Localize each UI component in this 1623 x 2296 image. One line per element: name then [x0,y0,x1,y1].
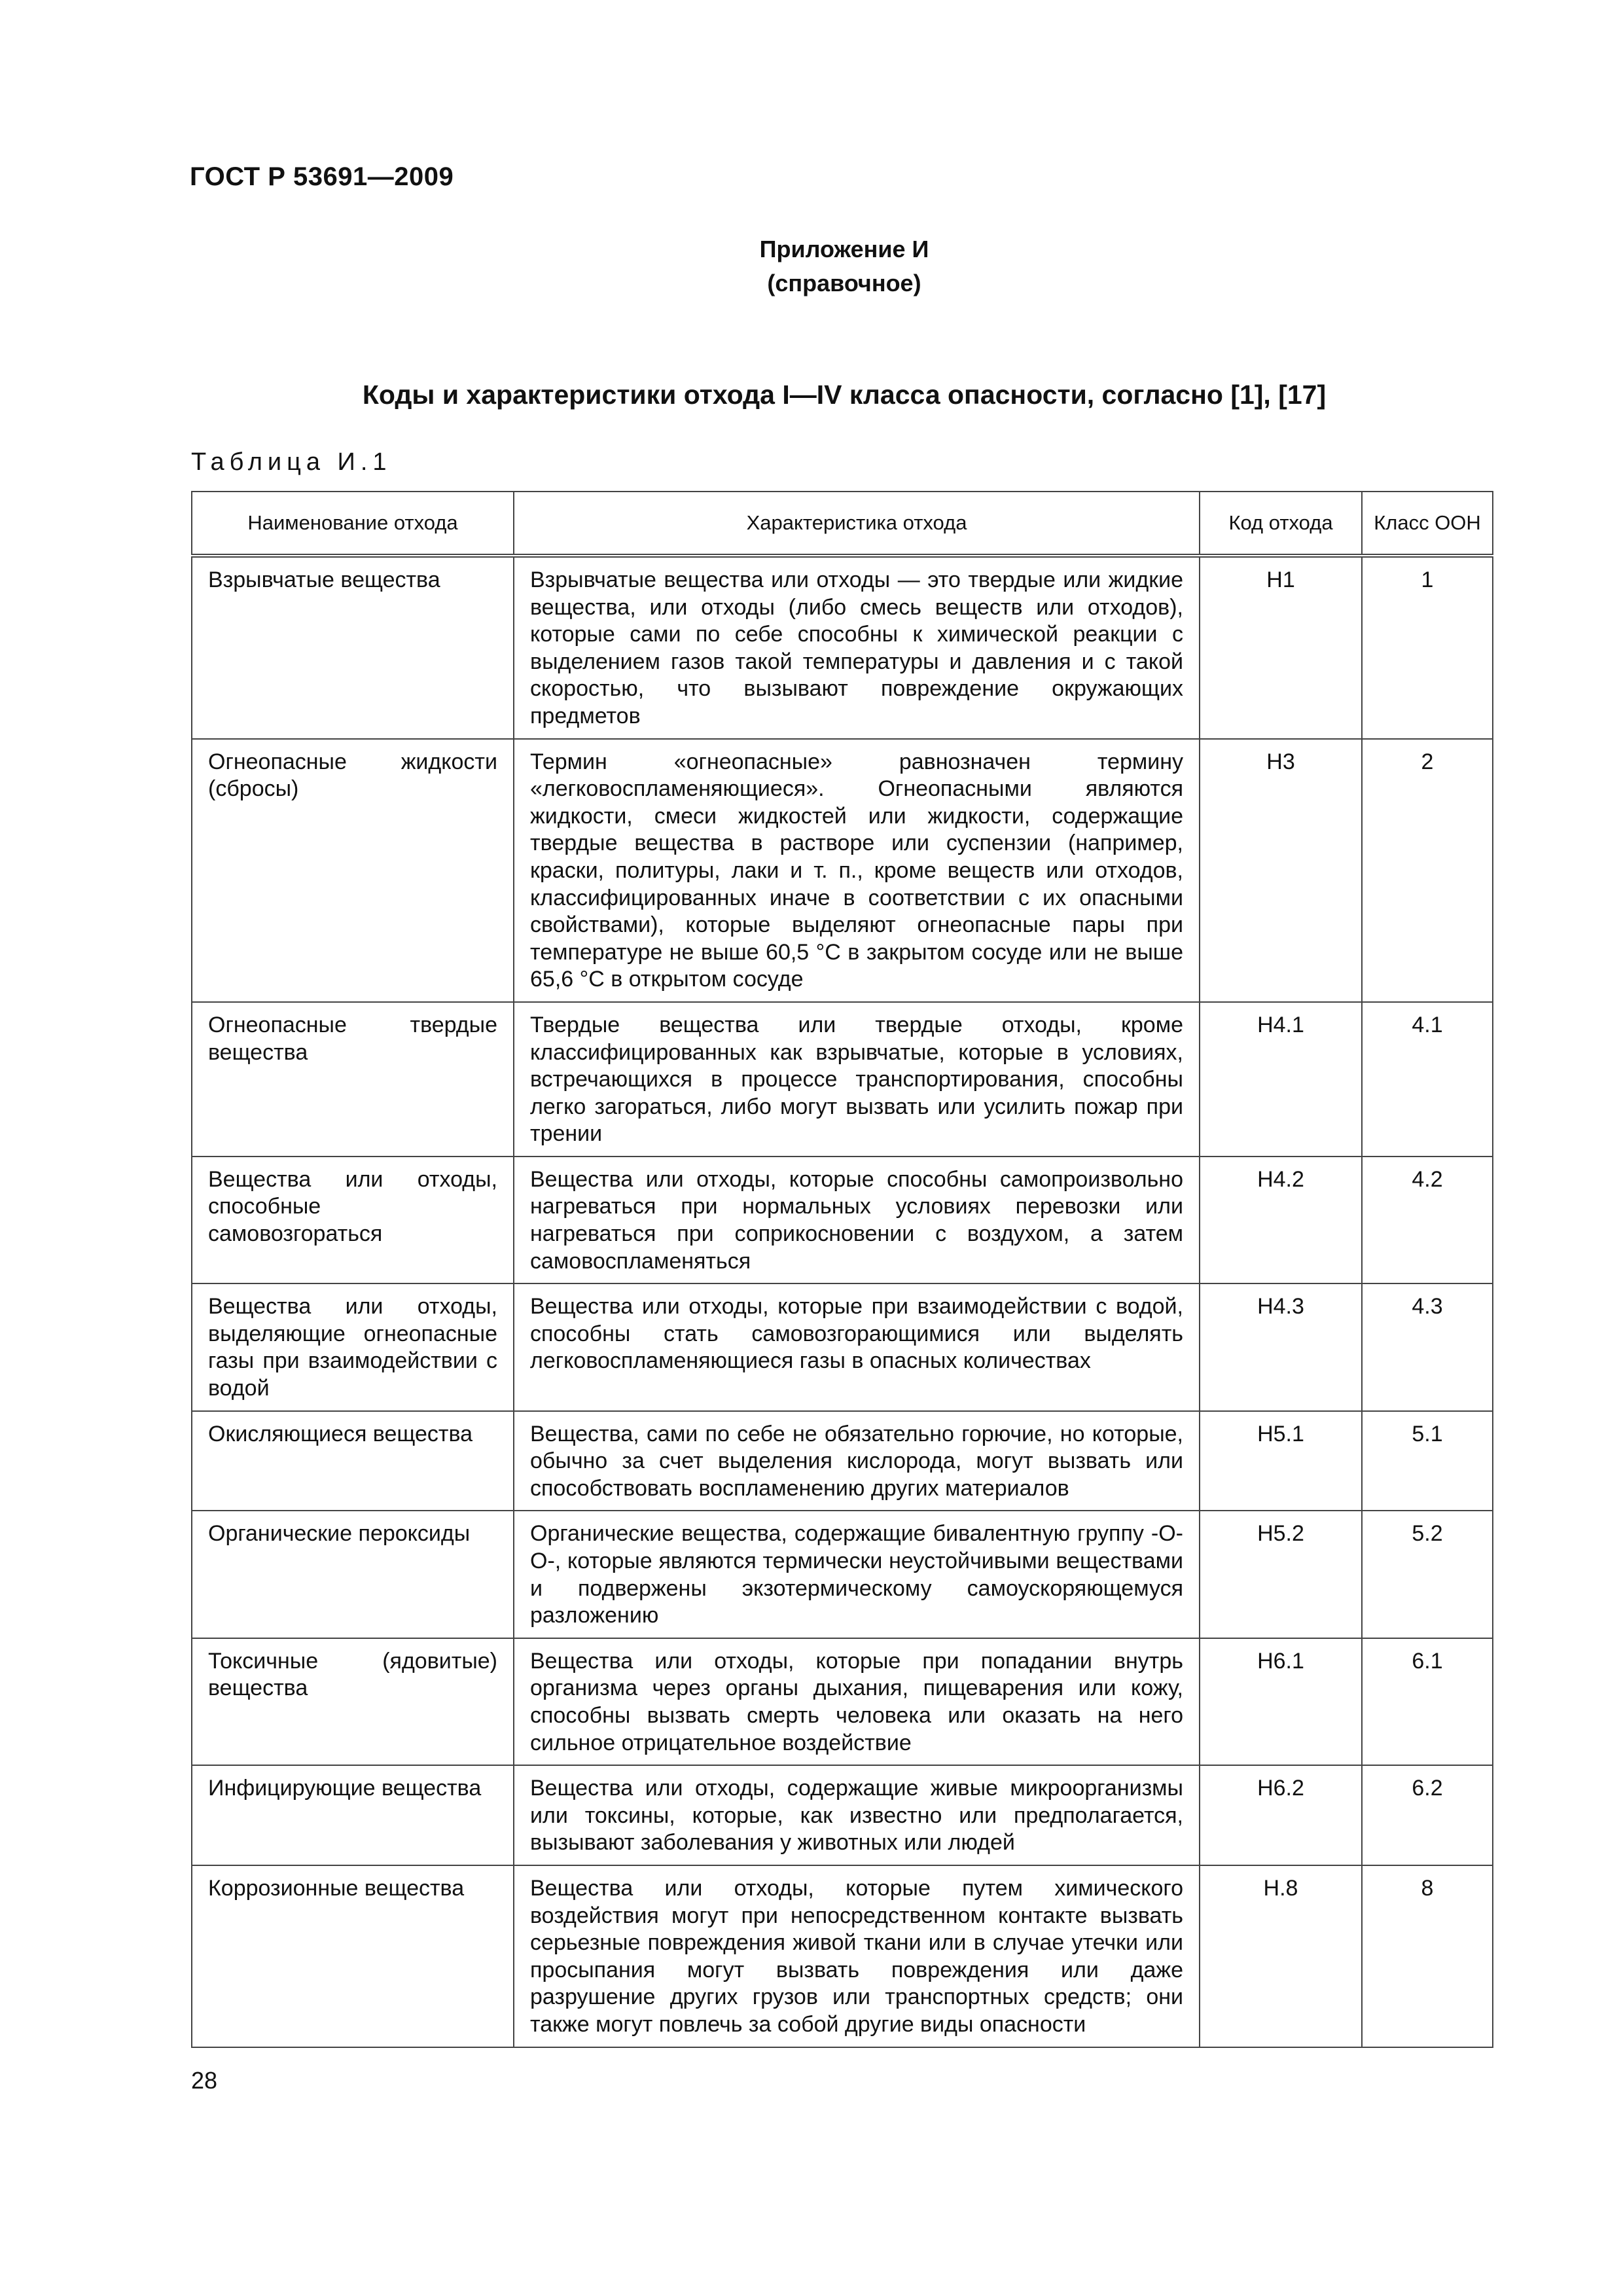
un-class: 4.3 [1362,1283,1493,1410]
page-number: 28 [191,2067,218,2094]
table-row [192,1765,1493,1865]
waste-name: Окисляющиеся вещества [192,1411,514,1511]
waste-code: H6.2 [1200,1765,1362,1865]
waste-description: Термин «огнеопасные» равнозначен термину «легковоспламеняющиеся». Огнеопасными являются жидкости, смеси жидкостей или жидкости, содержащие твердые вещества в растворе или суспензии (например, краски, политуры, лаки и т. п., кроме веществ или отходов, классифицированных иначе в соответствии с их опасными свойствами), которые выделяют огнеопасные пары при температуре не выше 60,5 °С в закрытом сосуде или не выше 65,6 °С в открытом сосуде [514,739,1200,1002]
un-class: 1 [1362,556,1493,739]
column-header-name: Наименование отхода [192,492,514,556]
waste-codes-table [191,491,1493,2048]
appendix-heading [0,232,1623,300]
waste-name: Токсичные (ядовитые) вещества [192,1638,514,1765]
waste-name: Коррозионные вещества [192,1865,514,2047]
waste-code: H4.3 [1200,1283,1362,1410]
waste-name: Вещества или отходы, способные самовозгораться [192,1157,514,1283]
waste-description: Твердые вещества или твердые отходы, кроме классифицированных как взрывчатые, которые в условиях, встречающихся в процессе транспортирования, способны легко загораться, либо могут вызвать или усилить пожар при трении [514,1002,1200,1157]
column-header-un-class: Класс ООН [1362,492,1493,556]
waste-description: Вещества или отходы, которые путем химического воздействия могут при непосредственном контакте вызвать серьезные повреждения живой ткани или в случае утечки или просыпания могут вызвать повреждения или даже разрушение других грузов или транспортных средств; они также могут повлечь за собой другие виды опасности [514,1865,1200,2047]
table-row [192,1283,1493,1410]
appendix-status: (справочное) [767,270,921,296]
waste-name: Взрывчатые вещества [192,556,514,739]
waste-code: H5.2 [1200,1511,1362,1638]
standard-header: ГОСТ Р 53691—2009 [190,162,454,191]
waste-description: Органические вещества, содержащие бивалентную группу -О-О-, которые являются термически неустойчивыми веществами и подвержены экзотермическому самоускоряющемуся разложению [514,1511,1200,1638]
un-class: 2 [1362,739,1493,1002]
waste-code: H4.1 [1200,1002,1362,1157]
waste-name: Вещества или отходы, выделяющие огнеопасные газы при взаимодействии с водой [192,1283,514,1410]
table-header-row [192,492,1493,556]
table-row [192,1411,1493,1511]
document-title: Коды и характеристики отхода I—IV класса опасности, согласно [1], [17] [362,380,1327,410]
table-row [192,1638,1493,1765]
table-row [192,1157,1493,1283]
un-class: 6.1 [1362,1638,1493,1765]
waste-code: H5.1 [1200,1411,1362,1511]
waste-code: H.8 [1200,1865,1362,2047]
appendix-title: Приложение И [759,236,929,262]
waste-code: H1 [1200,556,1362,739]
waste-code: H6.1 [1200,1638,1362,1765]
waste-description: Вещества или отходы, которые способны самопроизвольно нагреваться при нормальных условиях перевозки или нагреваться при соприкосновении с воздухом, а затем самовоспламеняться [514,1157,1200,1283]
un-class: 6.2 [1362,1765,1493,1865]
waste-description: Вещества или отходы, которые при взаимодействии с водой, способны стать самовозгорающимися или выделять легковоспламеняющиеся газы в опасных количествах [514,1283,1200,1410]
waste-name: Огнеопасные жидкости (сбросы) [192,739,514,1002]
un-class: 5.1 [1362,1411,1493,1511]
table-row [192,556,1493,739]
waste-name: Органические пероксиды [192,1511,514,1638]
un-class: 5.2 [1362,1511,1493,1638]
waste-description: Вещества, сами по себе не обязательно горючие, но которые, обычно за счет выделения кислорода, могут вызвать или способствовать воспламенению других материалов [514,1411,1200,1511]
waste-code: H4.2 [1200,1157,1362,1283]
waste-name: Инфицирующие вещества [192,1765,514,1865]
waste-code: H3 [1200,739,1362,1002]
table-row [192,1511,1493,1638]
table-row [192,1865,1493,2047]
waste-description: Вещества или отходы, содержащие живые микроорганизмы или токсины, которые, как известно или предполагается, вызывают заболевания у животных или людей [514,1765,1200,1865]
table-row [192,739,1493,1002]
un-class: 4.2 [1362,1157,1493,1283]
un-class: 8 [1362,1865,1493,2047]
column-header-code: Код отхода [1200,492,1362,556]
table-row [192,1002,1493,1157]
column-header-description: Характеристика отхода [514,492,1200,556]
table-label: Таблица И.1 [191,448,392,476]
waste-description: Взрывчатые вещества или отходы — это твердые или жидкие вещества, или отходы (либо смесь веществ или отходов), которые сами по себе способны к химической реакции с выделением газов такой температуры и давления и с такой скоростью, что вызывают повреждение окружающих предметов [514,556,1200,739]
un-class: 4.1 [1362,1002,1493,1157]
waste-description: Вещества или отходы, которые при попадании внутрь организма через органы дыхания, пищеварения или кожу, способны вызвать смерть человека или оказать на него сильное отрицательное воздействие [514,1638,1200,1765]
waste-name: Огнеопасные твердые вещества [192,1002,514,1157]
